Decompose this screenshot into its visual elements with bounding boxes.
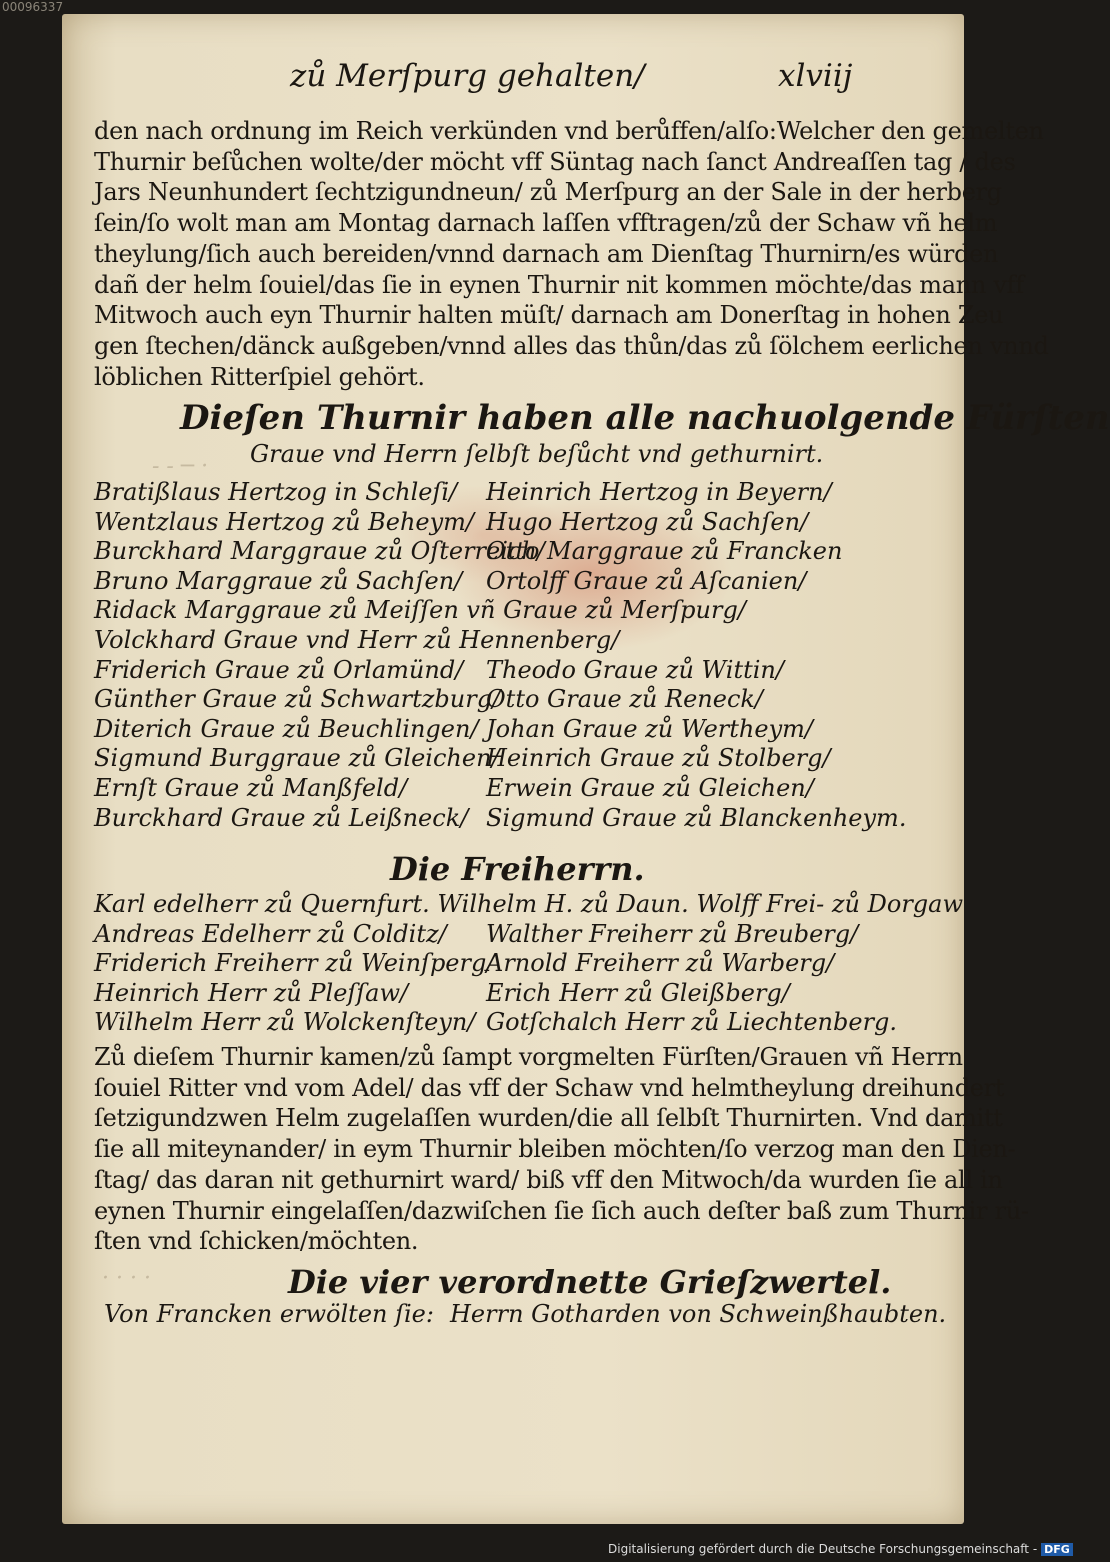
prince-entry-left: Günther Graue zů Schwartzburg/ bbox=[94, 685, 501, 714]
prince-entry-right: Theodo Graue zů Wittin/ bbox=[486, 655, 784, 684]
intro-line: Thurnir beſůchen wolte/der möcht vff Süntag nach ſanct Andreaſſen tag / des bbox=[94, 147, 1016, 176]
intro-paragraph bbox=[94, 116, 1049, 392]
freiherr-entry-right: Arnold Freiherr zů Warberg/ bbox=[486, 949, 835, 978]
prince-entry-left: Ridack Marggraue zů Meiſſen vñ Graue zů Merſpurg/ bbox=[94, 596, 746, 625]
freiherr-entry-right: Erich Herr zů Gleißberg/ bbox=[486, 978, 790, 1007]
folio-number: xlviij bbox=[778, 58, 853, 94]
freiherr-entry-left: Friderich Freiherr zů Weinſperg/ bbox=[94, 949, 495, 978]
freiherrn-list bbox=[94, 890, 964, 1038]
prince-entry bbox=[94, 537, 894, 567]
footer-text: Digitalisierung gefördert durch die Deutsche Forschungsgemeinschaft - bbox=[608, 1542, 1038, 1556]
prince-entry-right: Sigmund Graue zů Blanckenheym. bbox=[486, 803, 907, 832]
closing-line: ſetzigundzwen Helm zugelaſſen wurden/die all ſelbſt Thurnirten. Vnd damitt bbox=[94, 1104, 1003, 1133]
bleed-through-text: - - ─ · bbox=[152, 454, 209, 479]
closing-line: ſie all miteynander/ in eym Thurnir bleiben möchten/ſo verzog man den Dien- bbox=[94, 1135, 1016, 1164]
section-heading-grieswertel: Die vier verordnette Grieſzwertel. bbox=[288, 1263, 892, 1301]
prince-entry-right: Hugo Hertzog zů Sachſen/ bbox=[486, 507, 809, 536]
prince-entry-left: Diterich Graue zů Beuchlingen/ bbox=[94, 714, 479, 743]
prince-entry bbox=[94, 803, 907, 834]
intro-line: Mitwoch auch eyn Thurnir halten müſt/ darnach am Donerſtag in hohen Zeu bbox=[94, 301, 1004, 330]
prince-entry-left: Volckhard Graue vnd Herr zů Hennenberg/ bbox=[94, 625, 620, 654]
intro-line: Jars Neunhundert ſechtzigundneun/ zů Merſpurg an der Sale in der herberg bbox=[94, 178, 1002, 207]
prince-entry-left: Burckhard Graue zů Leißneck/ bbox=[94, 803, 469, 832]
prince-entry-left: Wentzlaus Hertzog zů Beheym/ bbox=[94, 507, 475, 536]
prince-entry bbox=[94, 596, 894, 626]
final-row-left: Von Francken erwölten ſie: bbox=[104, 1300, 434, 1328]
prince-entry-left: Bruno Marggraue zů Sachſen/ bbox=[94, 566, 463, 595]
prince-entry bbox=[94, 774, 894, 804]
closing-line: ſten vnd ſchicken/möchten. bbox=[94, 1227, 419, 1256]
prince-entry bbox=[94, 478, 894, 508]
prince-entry-right: Otto Marggraue zů Francken bbox=[486, 537, 843, 566]
dfg-logo: DFG bbox=[1041, 1543, 1073, 1556]
digitization-credit bbox=[608, 1542, 1073, 1556]
freiherr-entry-left: Heinrich Herr zů Pleſſaw/ bbox=[94, 978, 409, 1007]
prince-entry-left: Bratißlaus Hertzog in Schleſi/ bbox=[94, 478, 458, 506]
prince-entry bbox=[94, 715, 894, 745]
freiherr-entry-left: Andreas Edelherr zů Colditz/ bbox=[94, 919, 447, 948]
intro-line: dañ der helm ſouiel/das ſie in eynen Thurnir nit kommen möchte/das mann vff bbox=[94, 270, 1024, 299]
closing-line: eynen Thurnir eingelaſſen/dazwiſchen ſie ſich auch deſter baß zum Thurnir rü- bbox=[94, 1196, 1029, 1225]
intro-line: den nach ordnung im Reich verkünden vnd berůffen/alſo:Welcher den gemelten bbox=[94, 117, 1044, 145]
intro-line: ſein/ſo wolt man am Montag darnach laſſen vfftragen/zů der Schaw vñ helm bbox=[94, 209, 998, 238]
freiherr-entry-right: Gotſchalch Herr zů Liechtenberg. bbox=[486, 1008, 898, 1037]
prince-entry-left: Ernſt Graue zů Manßfeld/ bbox=[94, 773, 408, 802]
freiherr-entry bbox=[94, 949, 894, 979]
freiherr-entry bbox=[94, 1008, 898, 1038]
prince-entry bbox=[94, 567, 894, 597]
intro-line: theylung/ſich auch bereiden/vnnd darnach am Dienſtag Thurnirn/es würden bbox=[94, 239, 999, 268]
running-head: zů Merſpurg gehalten/ bbox=[290, 58, 645, 94]
prince-entry bbox=[94, 626, 894, 656]
prince-entry bbox=[94, 508, 894, 538]
closing-line: ſtag/ das daran nit gethurnirt ward/ biß vff den Mitwoch/da wurden ſie all in bbox=[94, 1165, 1003, 1194]
prince-entry-right: Otto Graue zů Reneck/ bbox=[486, 685, 764, 714]
intro-line: gen ſtechen/dänck außgeben/vnnd alles das thůn/das zů ſölchem eerlichen vnnd bbox=[94, 331, 1049, 360]
final-row bbox=[104, 1300, 947, 1336]
intro-line: löblichen Ritterſpiel gehört. bbox=[94, 362, 425, 391]
bleed-through-text: · · · · bbox=[102, 1266, 151, 1291]
closing-paragraph bbox=[94, 1042, 1029, 1257]
shelfmark: 00096337 bbox=[2, 0, 64, 14]
freiherr-entry-left: Karl edelherr zů Quernfurt. Wilhelm H. zů Daun. Wolff Frei- zů Dorgaw bbox=[94, 890, 964, 918]
closing-line: Zů dieſem Thurnir kamen/zů ſampt vorgmelten Fürſten/Grauen vñ Herrn bbox=[94, 1043, 963, 1071]
prince-entry-right: Ortolff Graue zů Aſcanien/ bbox=[486, 566, 807, 595]
closing-line: ſouiel Ritter vnd vom Adel/ das vff der Schaw vnd helmtheylung dreihundert bbox=[94, 1073, 1005, 1102]
prince-entry-right: Erwein Graue zů Gleichen/ bbox=[486, 773, 814, 802]
prince-entry-left: Burckhard Marggraue zů Oſterreich/ bbox=[94, 537, 545, 566]
prince-entry-left: Friderich Graue zů Orlamünd/ bbox=[94, 655, 464, 684]
prince-entry-left: Sigmund Burggraue zů Gleichen/ bbox=[94, 744, 500, 773]
section-subheading-princes: Graue vnd Herrn ſelbſt beſůcht vnd gethurnirt. bbox=[250, 440, 824, 468]
freiherr-entry-left: Wilhelm Herr zů Wolckenſteyn/ bbox=[94, 1008, 476, 1037]
prince-entry bbox=[94, 656, 894, 686]
prince-entry-right: Heinrich Graue zů Stolberg/ bbox=[486, 744, 831, 773]
prince-entry-right: Heinrich Hertzog in Beyern/ bbox=[486, 478, 832, 506]
freiherr-entry bbox=[94, 890, 964, 920]
prince-entry bbox=[94, 744, 894, 774]
section-heading-princes: Dieſen Thurnir haben alle nachuolgende Fürſten bbox=[180, 398, 1110, 438]
freiherr-entry-right: Walther Freiherr zů Breuberg/ bbox=[486, 919, 859, 948]
prince-entry bbox=[94, 685, 894, 715]
section-heading-freiherrn: Die Freiherrn. bbox=[390, 850, 645, 888]
princes-list bbox=[94, 478, 907, 833]
final-row-right: Herrn Gotharden von Schweinßhaubten. bbox=[450, 1300, 947, 1328]
prince-entry-right: Johan Graue zů Wertheym/ bbox=[486, 714, 813, 743]
freiherr-entry bbox=[94, 920, 894, 950]
freiherr-entry bbox=[94, 979, 894, 1009]
